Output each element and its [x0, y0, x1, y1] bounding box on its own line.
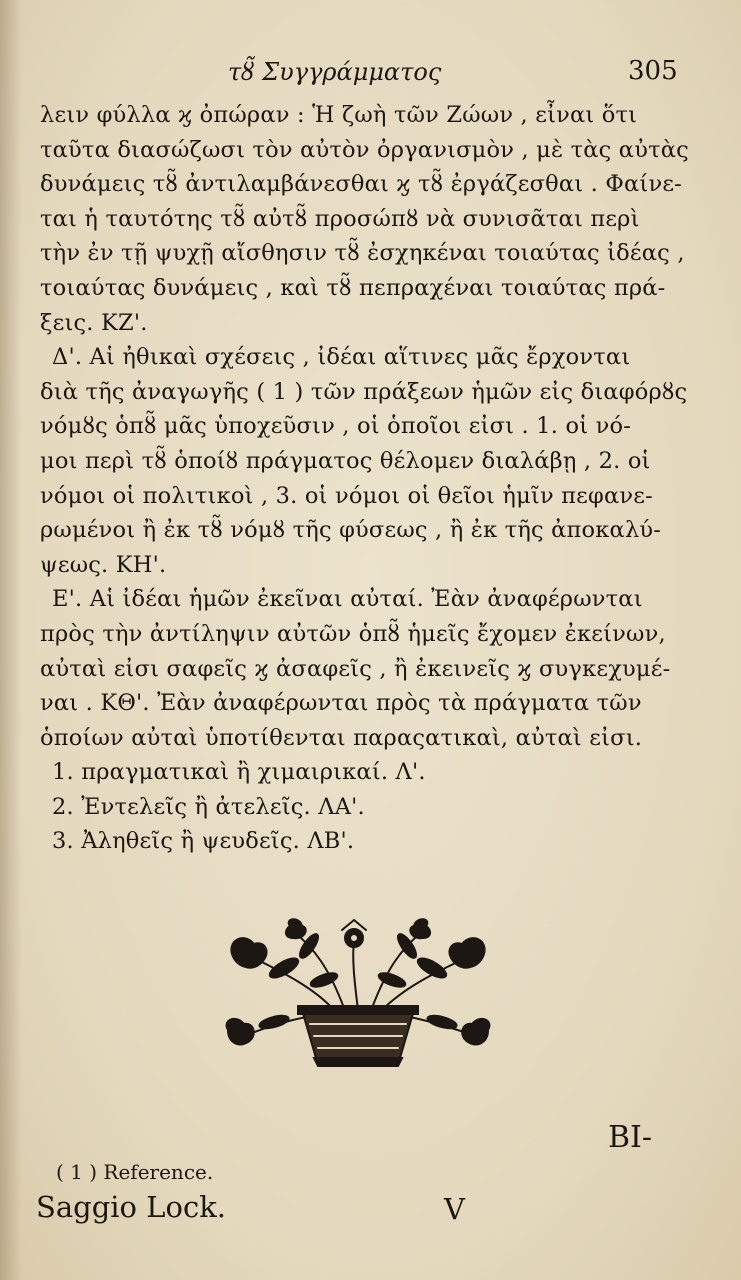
text-line: Ε'. Αἱ ἰδέαι ἡμῶν ἐκεῖναι αὐταί. Ἐὰν ἀναφέρωνται	[52, 586, 643, 613]
text-line: τὴν ἐν τῇ ψυχῇ αἴσθησιν τȣ̃ ἐσχηκέναι τοιαύτας ἰδέας ,	[40, 240, 685, 267]
text-line: ψεως. ΚΗ'.	[40, 551, 167, 578]
source-reference: Saggio Lock.	[36, 1190, 226, 1224]
list-item: 1. πραγματικαὶ ἢ χιμαιρικαί. Λ'.	[52, 759, 426, 786]
text-line: ρωμένοι ἢ ἐκ τȣ̃ νόμȣ τῆς φύσεως , ἢ ἐκ τῆς ἀποκαλύ-	[40, 517, 662, 544]
text-line: νόμȣς ὁπȣ̃ μᾶς ὑποχεῦσιν , οἱ ὁποῖοι εἰσι . 1. οἱ νό-	[40, 413, 632, 440]
running-head: τȣ̃ Συγγράμματος	[228, 58, 442, 86]
text-line: πρὸς τὴν ἀντίληψιν αὐτῶν ὁπȣ̃ ἡμεῖς ἔχομεν ἐκείνων,	[40, 620, 666, 647]
text-line: λειν φύλλα ϗ ὀπώραν : Ἡ ζωὴ τῶν Ζώων , εἶναι ὅτι	[40, 102, 638, 128]
text-line: αὐταὶ εἰσι σαφεῖς ϗ ἀσαφεῖς , ἢ ἐκεινεῖς ϗ συγκεχυμέ-	[40, 655, 671, 682]
text-line: ὁποίων αὐταὶ ὑποτίθενται παραςατικαὶ, αὐταὶ εἰσι.	[40, 724, 643, 751]
text-line: Δ'. Αἱ ἠθικαὶ σχέσεις , ἰδέαι αἵτινες μᾶς ἔρχονται	[52, 344, 631, 371]
list-item: 2. Ἐντελεῖς ἢ ἀτελεῖς. ΛΑ'.	[52, 793, 365, 820]
body-text	[40, 98, 720, 859]
list-item: 3. Ἀληθεῖς ἢ ψευδεῖς. ΛΒ'.	[52, 828, 355, 855]
flower-basket-ornament-icon	[214, 918, 502, 1068]
text-line: νόμοι οἱ πολιτικοὶ , 3. οἱ νόμοι οἱ θεῖοι ἡμῖν πεφανε-	[40, 482, 653, 509]
text-line: ται ἡ ταυτότης τȣ̃ αὐτȣ̃ προσώπȣ νὰ συνισᾶται περὶ	[40, 205, 640, 232]
text-line: ναι . ΚΘ'. Ἐὰν ἀναφέρωνται πρὸς τὰ πράγματα τῶν	[40, 690, 642, 717]
signature-mark: V	[444, 1192, 465, 1226]
text-line: διὰ τῆς ἀναγωγῆς ( 1 ) τῶν πράξεων ἡμῶν εἰς διαφόρȣς	[40, 378, 688, 405]
text-line: τοιαύτας δυνάμεις , καὶ τȣ̃ πεπραχέναι τοιαύτας πρά-	[40, 274, 666, 301]
page-number: 305	[628, 56, 678, 86]
text-line: ταῦτα διασώζωσι τὸν αὐτὸν ὀργανισμὸν , μὲ τὰς αὐτὰς	[40, 136, 689, 163]
text-line: ξεις. ΚΖ'.	[40, 309, 148, 336]
footnote: ( 1 ) Reference.	[56, 1160, 214, 1184]
page-gutter-shadow	[0, 0, 22, 1280]
text-line: δυνάμεις τȣ̃ ἀντιλαμβάνεσθαι ϗ τȣ̃ ἐργάζεσθαι . Φαίνε-	[40, 171, 682, 198]
page-header	[0, 58, 741, 98]
catchword: BI-	[608, 1120, 653, 1155]
text-line: μοι περὶ τȣ̃ ὁποίȣ πράγματος θέλομεν διαλάβῃ , 2. οἱ	[40, 447, 651, 474]
